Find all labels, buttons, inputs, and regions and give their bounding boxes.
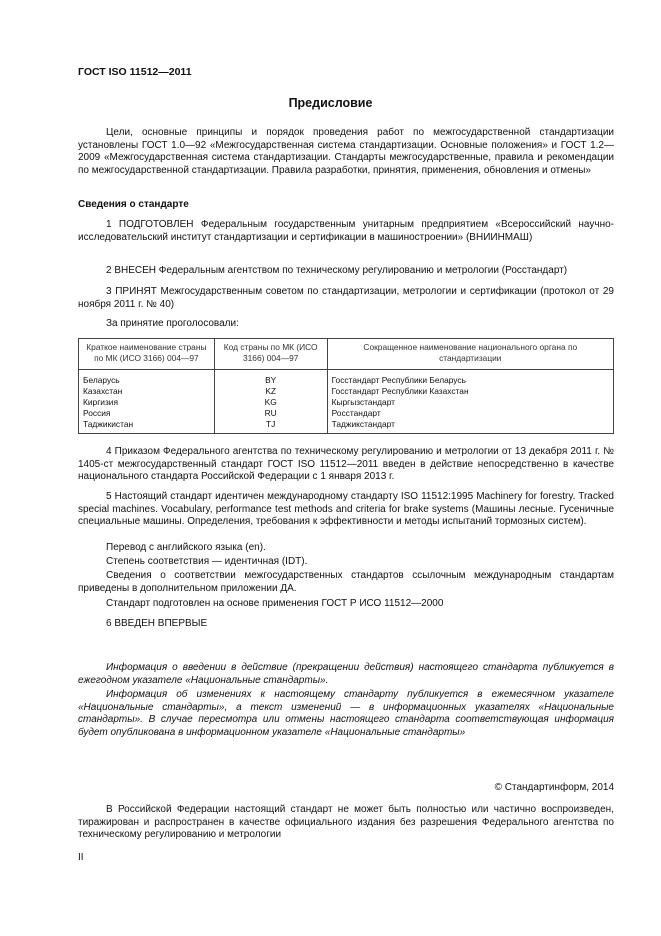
body-cell: Кыргызстандарт [327,397,613,408]
country-cell: Беларусь [79,370,215,387]
table-row [79,370,614,387]
item-6-paragraph: 6 ВВЕДЕН ВПЕРВЫЕ [106,618,208,629]
info-paragraph-2: Информация об изменениях к настоящему стандарту публикуется в ежемесячном указателе «Национальные стандарты», а текст изменений — в информационных указателях «Национальные стандарты». В случае пересмотра или отмены настоящего стандарта соответствующая информация будет опубликована в информационном указателе «Национальные стандарты» [78,689,614,738]
table-row [79,419,614,434]
table-header-body: Сокращенное наименование национального органа по стандартизации [327,339,613,370]
body-cell: Госстандарт Республики Казахстан [327,386,613,397]
intro-paragraph: Цели, основные принципы и порядок проведения работ по межгосударственной стандартизации установлены ГОСТ 1.0—92 «Межгосударственная система стандартизации. Основные положения» и ГОСТ 1.2—2009 «Межгосударственная система стандартизации. Стандарты межгосударственные, правила и рекомендации по межгосударственной стандартизации. Правила разработки, принятия, применения, обновления и отмены» [78,127,614,176]
code-cell: TJ [214,419,327,434]
item-1-paragraph: 1 ПОДГОТОВЛЕН Федеральным государственным унитарным предприятием «Всероссийский научно-исследовательский институт стандартизации и сертификации в машиностроении» (ВНИИНМАШ) [78,219,614,243]
translation-note: Перевод с английского языка (en). [106,542,266,553]
table-row [79,397,614,408]
copyright-line: © Стандартинформ, 2014 [494,782,614,793]
item-2-paragraph: 2 ВНЕСЕН Федеральным агентством по техническому регулированию и метрологии (Росстандарт) [106,265,568,276]
body-cell: Росстандарт [327,408,613,419]
section-heading: Сведения о стандарте [78,199,189,210]
body-cell: Госстандарт Республики Беларусь [327,370,613,387]
country-cell: Таджикистан [79,419,215,434]
table-header-code: Код страны по МК (ИСО 3166) 004—97 [214,339,327,370]
country-cell: Казахстан [79,386,215,397]
page-number: II [78,852,84,863]
info-paragraph-1: Информация о введении в действие (прекращении действия) настоящего стандарта публикуется в ежегодном указателе «Национальные стандарты». [78,662,614,686]
references-note: Сведения о соответствии межгосударственных стандартов ссылочным международным стандартам приведены в дополнительном приложении ДА. [78,570,614,594]
voting-table [78,338,614,434]
document-header: ГОСТ ISO 11512—2011 [78,66,192,78]
table-header-country: Краткое наименование страны по МК (ИСО 3166) 004—97 [79,339,215,370]
item-5-paragraph: 5 Настоящий стандарт идентичен международному стандарту ISO 11512:1995 Machinery for forestry. Tracked special machines. Vocabulary, performance test methods and criteria for brake systems (Машины лесные. Гусеничные специальные машины. Определения, требования к эффективности и методы испытаний тормозных систем). [78,491,614,528]
legal-notice: В Российской Федерации настоящий стандарт не может быть полностью или частично воспроизведен, тиражирован и распространен в качестве официального издания без разрешения Федерального агентства по техническому регулированию и метрологии [78,804,614,841]
code-cell: RU [214,408,327,419]
item-3-paragraph: 3 ПРИНЯТ Межгосударственным советом по стандартизации, метрологии и сертификации (протокол от 29 ноября 2011 г. № 40) [78,286,614,310]
code-cell: BY [214,370,327,387]
code-cell: KG [214,397,327,408]
code-cell: KZ [214,386,327,397]
country-cell: Киргизия [79,397,215,408]
table-header-row [79,339,614,370]
table-row [79,386,614,397]
table-row [79,408,614,419]
item-4-paragraph: 4 Приказом Федерального агентства по техническому регулированию и метрологии от 13 декабря 2011 г. № 1405-ст межгосударственный стандарт ГОСТ ISO 11512—2011 введен в действие непосредственно в качестве национального стандарта Российской Федерации с 1 января 2013 г. [78,446,614,483]
conformity-degree: Степень соответствия — идентичная (IDT). [106,556,308,567]
country-cell: Россия [79,408,215,419]
page-title: Предисловие [288,96,373,110]
body-cell: Таджикстандарт [327,419,613,434]
basis-note: Стандарт подготовлен на основе применения ГОСТ Р ИСО 11512—2000 [106,598,444,609]
voted-label: За принятие проголосовали: [106,318,239,329]
